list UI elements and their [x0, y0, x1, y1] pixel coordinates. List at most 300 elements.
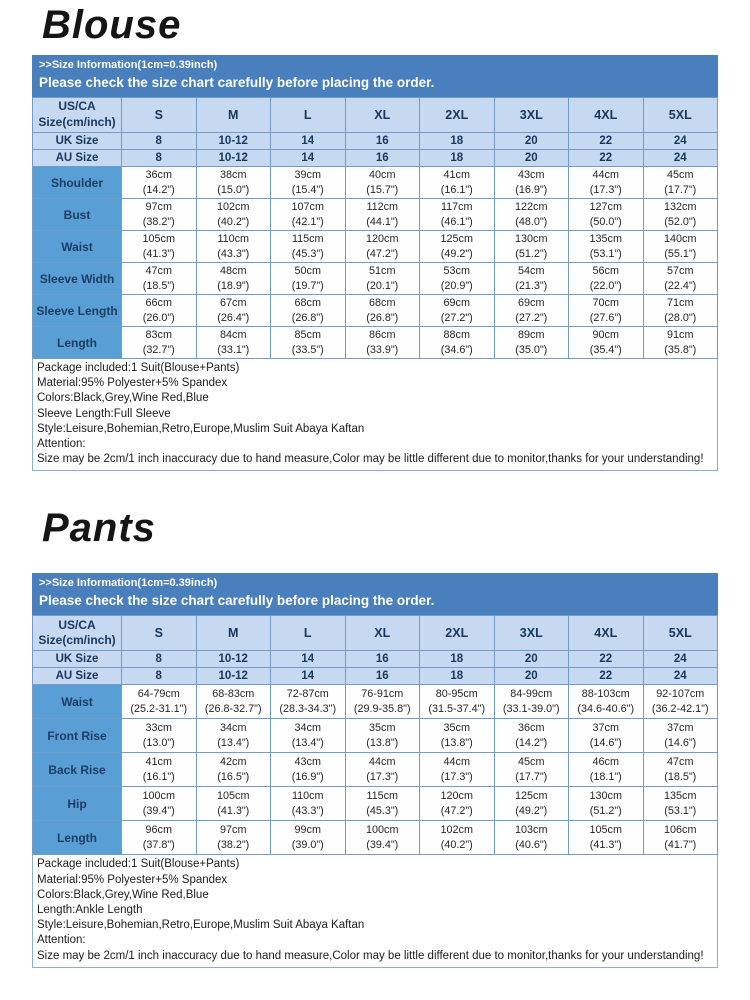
uk-size-row	[33, 133, 718, 150]
value-cm: 84cm	[220, 328, 247, 341]
value-cm: 47cm	[145, 264, 172, 277]
region-size-value: 22	[569, 133, 644, 150]
value-inch: (50.0")	[589, 215, 622, 228]
value-inch: (16.1")	[142, 770, 175, 783]
measurement-value	[271, 753, 346, 787]
region-size-value: 20	[494, 651, 569, 668]
measurement-value	[643, 327, 718, 359]
measurement-label: Length	[33, 327, 122, 359]
size-column-header: M	[196, 98, 271, 133]
value-inch: (33.9")	[366, 343, 399, 356]
value-inch: (13.4")	[217, 736, 250, 749]
measurement-value	[196, 263, 271, 295]
value-cm: 120cm	[366, 232, 399, 245]
value-cm: 44cm	[369, 756, 396, 769]
value-inch: (38.2")	[217, 838, 250, 851]
value-cm: 132cm	[664, 200, 697, 213]
value-cm: 91cm	[667, 328, 694, 341]
measurement-label: Back Rise	[33, 753, 122, 787]
size-column-header: 2XL	[420, 98, 495, 133]
measurement-value	[271, 295, 346, 327]
value-cm: 44cm	[592, 168, 619, 181]
value-inch: (13.4")	[291, 736, 324, 749]
measurement-value	[494, 753, 569, 787]
value-cm: 66cm	[145, 296, 172, 309]
measurement-value	[345, 199, 420, 231]
value-inch: (42.1")	[291, 215, 324, 228]
value-inch: (17.3")	[440, 770, 473, 783]
measurement-value	[122, 263, 197, 295]
measurement-value	[122, 719, 197, 753]
value-cm: 34cm	[220, 722, 247, 735]
value-inch: (13.8")	[366, 736, 399, 749]
value-inch: (16.9")	[515, 183, 548, 196]
value-inch: (52.0")	[664, 215, 697, 228]
value-cm: 100cm	[142, 790, 175, 803]
value-inch: (16.5")	[217, 770, 250, 783]
value-cm: 35cm	[443, 722, 470, 735]
blouse-notes	[32, 359, 718, 471]
value-inch: (20.1")	[366, 279, 399, 292]
measurement-value	[643, 295, 718, 327]
size-header-row	[33, 616, 718, 651]
measurement-value	[569, 295, 644, 327]
value-cm: 130cm	[515, 232, 548, 245]
value-inch: (48.0")	[515, 215, 548, 228]
measurement-value	[494, 685, 569, 719]
value-cm: 125cm	[440, 232, 473, 245]
measurement-label: Hip	[33, 787, 122, 821]
colors-note: Colors:Black,Grey,Wine Red,Blue	[37, 888, 209, 901]
value-cm: 110cm	[291, 790, 324, 803]
value-cm: 46cm	[592, 756, 619, 769]
measurement-value	[271, 787, 346, 821]
value-inch: (21.3")	[515, 279, 548, 292]
value-cm: 106cm	[664, 824, 697, 837]
pants-notes	[32, 855, 718, 967]
size-column-header: 4XL	[569, 98, 644, 133]
colors-note: Colors:Black,Grey,Wine Red,Blue	[37, 392, 209, 405]
value-cm: 71cm	[667, 296, 694, 309]
region-size-value: 14	[271, 651, 346, 668]
value-cm: 34cm	[294, 722, 321, 735]
material-note: Material:95% Polyester+5% Spandex	[37, 873, 228, 886]
measurement-value	[569, 263, 644, 295]
region-size-value: 10-12	[196, 150, 271, 167]
value-inch: (17.3")	[366, 770, 399, 783]
measurement-value	[122, 685, 197, 719]
measurement-row	[33, 753, 718, 787]
value-cm: 103cm	[515, 824, 548, 837]
region-size-value: 18	[420, 651, 495, 668]
measurement-value	[494, 821, 569, 855]
measurement-row	[33, 231, 718, 263]
value-cm: 115cm	[291, 232, 324, 245]
value-cm: 88-103cm	[581, 688, 630, 701]
size-column-header: 4XL	[569, 616, 644, 651]
au-size-row	[33, 668, 718, 685]
measurement-value	[494, 719, 569, 753]
measurement-value	[122, 327, 197, 359]
measurement-value	[420, 327, 495, 359]
value-inch: (37.8")	[142, 838, 175, 851]
value-cm: 76-91cm	[361, 688, 404, 701]
value-cm: 83cm	[145, 328, 172, 341]
region-size-value: 8	[122, 133, 197, 150]
measurement-value	[196, 787, 271, 821]
measurement-value	[345, 787, 420, 821]
value-inch: (35.8")	[664, 343, 697, 356]
value-cm: 48cm	[220, 264, 247, 277]
value-inch: (26.4")	[217, 311, 250, 324]
value-inch: (27.2")	[440, 311, 473, 324]
value-inch: (45.3")	[366, 804, 399, 817]
size-column-header: S	[122, 616, 197, 651]
measurement-value	[271, 167, 346, 199]
size-column-header: 5XL	[643, 98, 718, 133]
measurement-value	[494, 167, 569, 199]
us-ca-size-header	[33, 616, 122, 651]
measurement-value	[271, 327, 346, 359]
region-size-value: 16	[345, 668, 420, 685]
region-size-value: 24	[643, 651, 718, 668]
value-cm: 39cm	[294, 168, 321, 181]
value-cm: 68cm	[294, 296, 321, 309]
measurement-value	[271, 719, 346, 753]
length-note: Length:Ankle Length	[37, 904, 143, 917]
measurement-value	[569, 753, 644, 787]
value-inch: (14.2")	[142, 183, 175, 196]
measurement-value	[420, 167, 495, 199]
size-column-header: 3XL	[494, 616, 569, 651]
value-cm: 64-79cm	[137, 688, 180, 701]
region-size-value: 14	[271, 150, 346, 167]
value-inch: (41.7")	[664, 838, 697, 851]
value-cm: 105cm	[142, 232, 175, 245]
value-cm: 67cm	[220, 296, 247, 309]
us-ca-label: US/CA	[58, 99, 96, 114]
value-cm: 90cm	[592, 328, 619, 341]
region-size-value: 16	[345, 150, 420, 167]
value-cm: 40cm	[369, 168, 396, 181]
value-inch: (55.1")	[664, 247, 697, 260]
blouse-size-info-banner	[32, 55, 718, 97]
style-note: Style:Leisure,Bohemian,Retro,Europe,Muslim Suit Abaya Kaftan	[37, 422, 365, 435]
value-inch: (26.8-32.7")	[204, 702, 262, 715]
value-cm: 37cm	[592, 722, 619, 735]
measurement-label: Waist	[33, 685, 122, 719]
value-inch: (15.4")	[291, 183, 324, 196]
measurement-value	[420, 199, 495, 231]
region-size-value: 10-12	[196, 133, 271, 150]
value-cm: 53cm	[443, 264, 470, 277]
value-inch: (26.0")	[142, 311, 175, 324]
value-cm: 54cm	[518, 264, 545, 277]
uk-size-row-label: UK Size	[33, 133, 122, 150]
pants-title: Pants	[42, 506, 156, 551]
measurement-value	[643, 821, 718, 855]
value-cm: 47cm	[667, 756, 694, 769]
material-note: Material:95% Polyester+5% Spandex	[37, 377, 228, 390]
value-cm: 50cm	[294, 264, 321, 277]
check-chart-notice: Please check the size chart carefully before placing the order.	[39, 75, 435, 90]
measurement-row	[33, 719, 718, 753]
measurement-value	[196, 821, 271, 855]
attention-note: Size may be 2cm/1 inch inaccuracy due to hand measure,Color may be little different due to monitor,thanks for your understanding!	[37, 453, 704, 466]
value-inch: (26.8")	[291, 311, 324, 324]
measurement-value	[494, 295, 569, 327]
value-inch: (18.5")	[664, 770, 697, 783]
value-inch: (49.2")	[515, 804, 548, 817]
value-inch: (36.2-42.1")	[651, 702, 709, 715]
measurement-row	[33, 263, 718, 295]
value-inch: (40.6")	[515, 838, 548, 851]
blouse-title: Blouse	[42, 3, 182, 47]
check-chart-notice: Please check the size chart carefully before placing the order.	[39, 593, 435, 609]
value-inch: (18.1")	[589, 770, 622, 783]
value-cm: 115cm	[366, 790, 399, 803]
region-size-value: 18	[420, 668, 495, 685]
size-column-header: M	[196, 616, 271, 651]
value-inch: (47.2")	[366, 247, 399, 260]
measurement-value	[569, 719, 644, 753]
style-note: Style:Leisure,Bohemian,Retro,Europe,Muslim Suit Abaya Kaftan	[37, 919, 365, 932]
value-inch: (43.3")	[291, 804, 324, 817]
measurement-value	[643, 167, 718, 199]
value-cm: 69cm	[518, 296, 545, 309]
value-cm: 99cm	[294, 824, 321, 837]
value-cm: 86cm	[369, 328, 396, 341]
value-inch: (33.1")	[217, 343, 250, 356]
measurement-value	[345, 231, 420, 263]
value-inch: (20.9")	[440, 279, 473, 292]
value-inch: (28.3-34.3")	[279, 702, 337, 715]
value-inch: (15.0")	[217, 183, 250, 196]
measurement-value	[643, 719, 718, 753]
measurement-value	[345, 263, 420, 295]
value-cm: 92-107cm	[656, 688, 705, 701]
measurement-value	[494, 263, 569, 295]
value-inch: (44.1")	[366, 215, 399, 228]
measurement-label: Waist	[33, 231, 122, 263]
measurement-value	[271, 263, 346, 295]
value-inch: (15.7")	[366, 183, 399, 196]
value-inch: (13.0")	[142, 736, 175, 749]
measurement-value	[345, 821, 420, 855]
measurement-value	[494, 327, 569, 359]
value-cm: 97cm	[220, 824, 247, 837]
size-info-label: >>Size Information(1cm=0.39inch)	[39, 59, 218, 71]
value-inch: (47.2")	[440, 804, 473, 817]
value-inch: (22.4")	[664, 279, 697, 292]
value-cm: 88cm	[443, 328, 470, 341]
measurement-value	[345, 295, 420, 327]
measurement-value	[420, 821, 495, 855]
value-inch: (35.4")	[589, 343, 622, 356]
region-size-value: 16	[345, 651, 420, 668]
measurement-value	[420, 719, 495, 753]
region-size-value: 14	[271, 133, 346, 150]
value-cm: 70cm	[592, 296, 619, 309]
value-inch: (35.0")	[515, 343, 548, 356]
measurement-value	[643, 753, 718, 787]
measurement-row	[33, 199, 718, 231]
value-inch: (40.2")	[217, 215, 250, 228]
value-inch: (26.8")	[366, 311, 399, 324]
value-cm: 122cm	[515, 200, 548, 213]
size-column-header: S	[122, 98, 197, 133]
pants-size-info-banner	[32, 573, 718, 615]
size-column-header: XL	[345, 616, 420, 651]
value-inch: (14.6")	[664, 736, 697, 749]
value-cm: 84-99cm	[510, 688, 553, 701]
region-size-value: 20	[494, 133, 569, 150]
cm-inch-label: Size(cm/inch)	[38, 115, 116, 129]
value-cm: 38cm	[220, 168, 247, 181]
measurement-value	[122, 787, 197, 821]
value-cm: 97cm	[145, 200, 172, 213]
measurement-value	[569, 821, 644, 855]
value-cm: 45cm	[667, 168, 694, 181]
value-inch: (27.2")	[515, 311, 548, 324]
value-cm: 43cm	[294, 756, 321, 769]
measurement-label: Shoulder	[33, 167, 122, 199]
value-inch: (34.6-40.6")	[577, 702, 635, 715]
measurement-value	[569, 167, 644, 199]
measurement-value	[643, 787, 718, 821]
value-cm: 96cm	[145, 824, 172, 837]
value-inch: (33.1-39.0")	[502, 702, 560, 715]
value-cm: 135cm	[664, 790, 697, 803]
value-cm: 117cm	[440, 200, 473, 213]
blouse-size-table	[32, 97, 718, 359]
value-cm: 107cm	[291, 200, 324, 213]
measurement-value	[420, 231, 495, 263]
value-inch: (34.6")	[440, 343, 473, 356]
value-cm: 85cm	[294, 328, 321, 341]
measurement-value	[643, 263, 718, 295]
value-inch: (39.0")	[291, 838, 324, 851]
measurement-value	[122, 231, 197, 263]
value-inch: (43.3")	[217, 247, 250, 260]
value-cm: 102cm	[217, 200, 250, 213]
value-cm: 51cm	[369, 264, 396, 277]
value-inch: (51.2")	[589, 804, 622, 817]
uk-size-row	[33, 651, 718, 668]
value-inch: (16.1")	[440, 183, 473, 196]
region-size-value: 20	[494, 668, 569, 685]
measurement-value	[196, 753, 271, 787]
measurement-label: Sleeve Width	[33, 263, 122, 295]
measurement-row	[33, 821, 718, 855]
sleeve-length-note: Sleeve Length:Full Sleeve	[37, 407, 171, 420]
value-inch: (45.3")	[291, 247, 324, 260]
value-cm: 127cm	[589, 200, 622, 213]
measurement-value	[271, 821, 346, 855]
uk-size-row-label: UK Size	[33, 651, 122, 668]
measurement-value	[643, 199, 718, 231]
value-cm: 130cm	[589, 790, 622, 803]
size-column-header: 2XL	[420, 616, 495, 651]
measurement-value	[420, 263, 495, 295]
region-size-value: 22	[569, 150, 644, 167]
measurement-row	[33, 327, 718, 359]
value-inch: (32.7")	[142, 343, 175, 356]
value-inch: (53.1")	[589, 247, 622, 260]
measurement-value	[494, 787, 569, 821]
measurement-value	[196, 295, 271, 327]
value-cm: 135cm	[589, 232, 622, 245]
value-cm: 102cm	[440, 824, 473, 837]
measurement-value	[420, 787, 495, 821]
value-cm: 105cm	[217, 790, 250, 803]
value-inch: (41.3")	[589, 838, 622, 851]
value-cm: 80-95cm	[435, 688, 478, 701]
measurement-value	[420, 753, 495, 787]
cm-inch-label: Size(cm/inch)	[38, 633, 116, 648]
value-inch: (29.9-35.8")	[353, 702, 411, 715]
value-cm: 37cm	[667, 722, 694, 735]
value-inch: (13.8")	[440, 736, 473, 749]
measurement-value	[643, 231, 718, 263]
package-note: Package included:1 Suit(Blouse+Pants)	[37, 858, 240, 871]
value-inch: (22.0")	[589, 279, 622, 292]
value-cm: 57cm	[667, 264, 694, 277]
measurement-value	[569, 199, 644, 231]
value-inch: (41.3")	[142, 247, 175, 260]
measurement-value	[122, 753, 197, 787]
value-cm: 72-87cm	[286, 688, 329, 701]
value-cm: 68cm	[369, 296, 396, 309]
value-inch: (18.9")	[217, 279, 250, 292]
value-inch: (31.5-37.4")	[428, 702, 486, 715]
measurement-value	[196, 685, 271, 719]
value-inch: (17.3")	[589, 183, 622, 196]
size-column-header: L	[271, 98, 346, 133]
value-cm: 69cm	[443, 296, 470, 309]
value-cm: 45cm	[518, 756, 545, 769]
value-cm: 36cm	[518, 722, 545, 735]
measurement-value	[122, 821, 197, 855]
region-size-value: 18	[420, 150, 495, 167]
blouse-section	[0, 0, 750, 471]
value-cm: 140cm	[664, 232, 697, 245]
value-cm: 68-83cm	[212, 688, 255, 701]
value-inch: (16.9")	[291, 770, 324, 783]
value-cm: 120cm	[440, 790, 473, 803]
size-header-row	[33, 98, 718, 133]
attention-label: Attention:	[37, 934, 86, 947]
size-column-header: 3XL	[494, 98, 569, 133]
region-size-value: 20	[494, 150, 569, 167]
region-size-value: 16	[345, 133, 420, 150]
measurement-row	[33, 295, 718, 327]
measurement-value	[196, 231, 271, 263]
value-cm: 105cm	[589, 824, 622, 837]
region-size-value: 14	[271, 668, 346, 685]
measurement-value	[420, 685, 495, 719]
package-note: Package included:1 Suit(Blouse+Pants)	[37, 362, 240, 374]
measurement-value	[196, 327, 271, 359]
measurement-value	[643, 685, 718, 719]
measurement-value	[345, 685, 420, 719]
value-cm: 42cm	[220, 756, 247, 769]
pants-section	[0, 503, 750, 967]
value-inch: (17.7")	[664, 183, 697, 196]
measurement-value	[494, 199, 569, 231]
measurement-value	[196, 167, 271, 199]
value-cm: 35cm	[369, 722, 396, 735]
